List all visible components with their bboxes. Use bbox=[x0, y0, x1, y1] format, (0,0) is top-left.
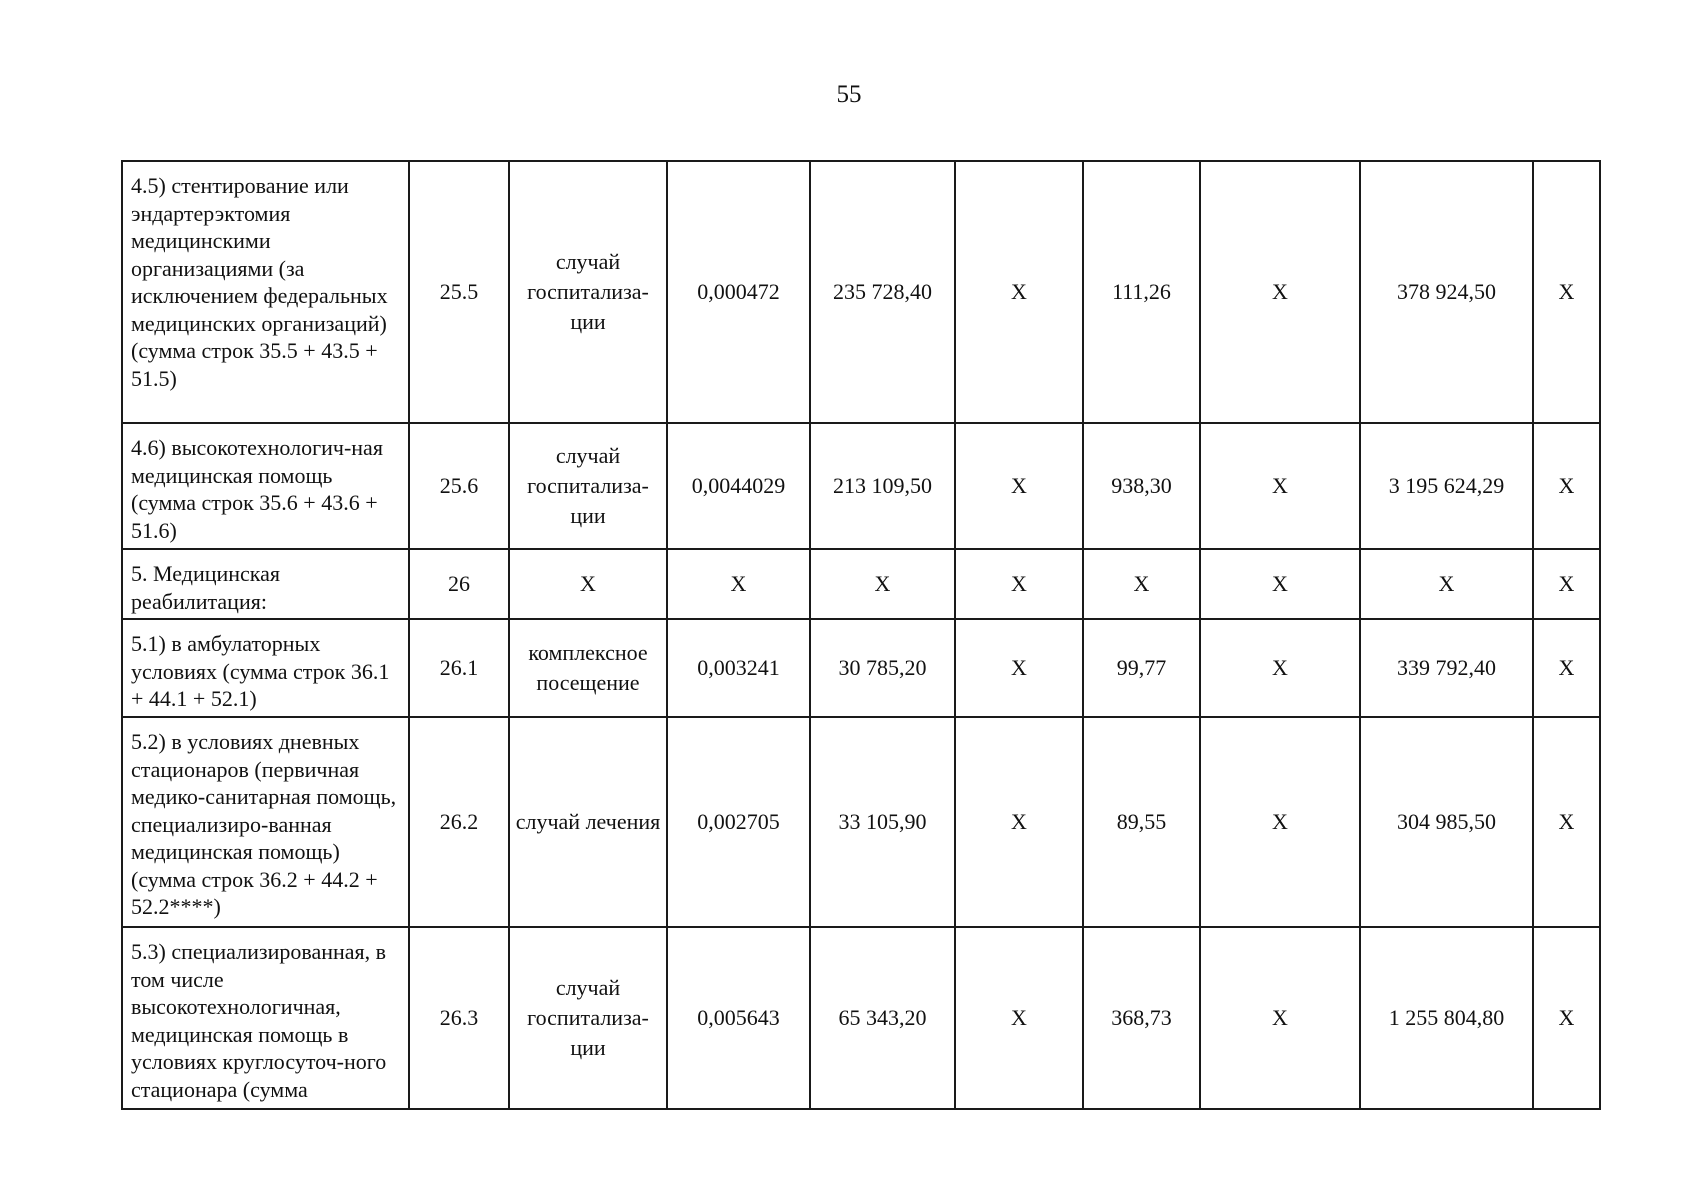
per-capita-cell: 89,55 bbox=[1083, 717, 1200, 927]
x-cell: X bbox=[1533, 549, 1600, 619]
table-row bbox=[122, 927, 1600, 1109]
total-cell: 378 924,50 bbox=[1360, 161, 1533, 423]
unit-of-measure: случай госпитализа-ции bbox=[509, 927, 667, 1109]
row-description: 5.3) специализированная, в том числе высокотехнологичная, медицинская помощь в условиях круглосуточ-ного стационара (сумма bbox=[122, 927, 409, 1109]
row-description: 5.2) в условиях дневных стационаров (первичная медико-санитарная помощь, специализиро-ванная медицинская помощь) (сумма строк 36.2 + 44.2 + 52.2****) bbox=[122, 717, 409, 927]
table-row bbox=[122, 423, 1600, 549]
row-description: 5.1) в амбулаторных условиях (сумма строк 36.1 + 44.1 + 52.1) bbox=[122, 619, 409, 717]
cost-cell: 235 728,40 bbox=[810, 161, 955, 423]
per-capita-cell: 368,73 bbox=[1083, 927, 1200, 1109]
row-number: 26 bbox=[409, 549, 509, 619]
x-cell: X bbox=[1200, 161, 1360, 423]
row-number: 26.3 bbox=[409, 927, 509, 1109]
x-cell: X bbox=[1533, 161, 1600, 423]
x-cell: X bbox=[1200, 423, 1360, 549]
table-row bbox=[122, 717, 1600, 927]
x-cell: X bbox=[955, 619, 1083, 717]
cost-cell: X bbox=[810, 549, 955, 619]
unit-of-measure: случай лечения bbox=[509, 717, 667, 927]
table-row bbox=[122, 549, 1600, 619]
per-capita-cell: X bbox=[1083, 549, 1200, 619]
volume-cell: X bbox=[667, 549, 810, 619]
unit-of-measure: случай госпитализа-ции bbox=[509, 423, 667, 549]
x-cell: X bbox=[1200, 717, 1360, 927]
total-cell: 339 792,40 bbox=[1360, 619, 1533, 717]
row-description: 4.6) высокотехнологич-ная медицинская помощь (сумма строк 35.6 + 43.6 + 51.6) bbox=[122, 423, 409, 549]
volume-cell: 0,000472 bbox=[667, 161, 810, 423]
per-capita-cell: 111,26 bbox=[1083, 161, 1200, 423]
x-cell: X bbox=[1200, 927, 1360, 1109]
volume-cell: 0,002705 bbox=[667, 717, 810, 927]
per-capita-cell: 938,30 bbox=[1083, 423, 1200, 549]
cost-cell: 213 109,50 bbox=[810, 423, 955, 549]
x-cell: X bbox=[955, 161, 1083, 423]
row-number: 26.2 bbox=[409, 717, 509, 927]
unit-of-measure: случай госпитализа-ции bbox=[509, 161, 667, 423]
page-number: 55 bbox=[836, 81, 862, 108]
x-cell: X bbox=[1200, 549, 1360, 619]
x-cell: X bbox=[955, 423, 1083, 549]
total-cell: X bbox=[1360, 549, 1533, 619]
volume-cell: 0,0044029 bbox=[667, 423, 810, 549]
row-description: 4.5) стентирование или эндартерэктомия медицинскими организациями (за исключением федеральных медицинских организаций) (сумма строк 35.5 + 43.5 + 51.5) bbox=[122, 161, 409, 423]
row-number: 26.1 bbox=[409, 619, 509, 717]
table-row bbox=[122, 161, 1600, 423]
total-cell: 3 195 624,29 bbox=[1360, 423, 1533, 549]
norms-table bbox=[121, 160, 1601, 1110]
cost-cell: 30 785,20 bbox=[810, 619, 955, 717]
cost-cell: 65 343,20 bbox=[810, 927, 955, 1109]
unit-of-measure: комплексное посещение bbox=[509, 619, 667, 717]
per-capita-cell: 99,77 bbox=[1083, 619, 1200, 717]
x-cell: X bbox=[955, 717, 1083, 927]
x-cell: X bbox=[955, 927, 1083, 1109]
total-cell: 1 255 804,80 bbox=[1360, 927, 1533, 1109]
x-cell: X bbox=[1533, 717, 1600, 927]
x-cell: X bbox=[1533, 927, 1600, 1109]
row-number: 25.5 bbox=[409, 161, 509, 423]
table-row bbox=[122, 619, 1600, 717]
cost-cell: 33 105,90 bbox=[810, 717, 955, 927]
volume-cell: 0,003241 bbox=[667, 619, 810, 717]
x-cell: X bbox=[1200, 619, 1360, 717]
x-cell: X bbox=[1533, 619, 1600, 717]
total-cell: 304 985,50 bbox=[1360, 717, 1533, 927]
volume-cell: 0,005643 bbox=[667, 927, 810, 1109]
x-cell: X bbox=[955, 549, 1083, 619]
x-cell: X bbox=[1533, 423, 1600, 549]
row-description: 5. Медицинская реабилитация: bbox=[122, 549, 409, 619]
unit-of-measure: X bbox=[509, 549, 667, 619]
row-number: 25.6 bbox=[409, 423, 509, 549]
